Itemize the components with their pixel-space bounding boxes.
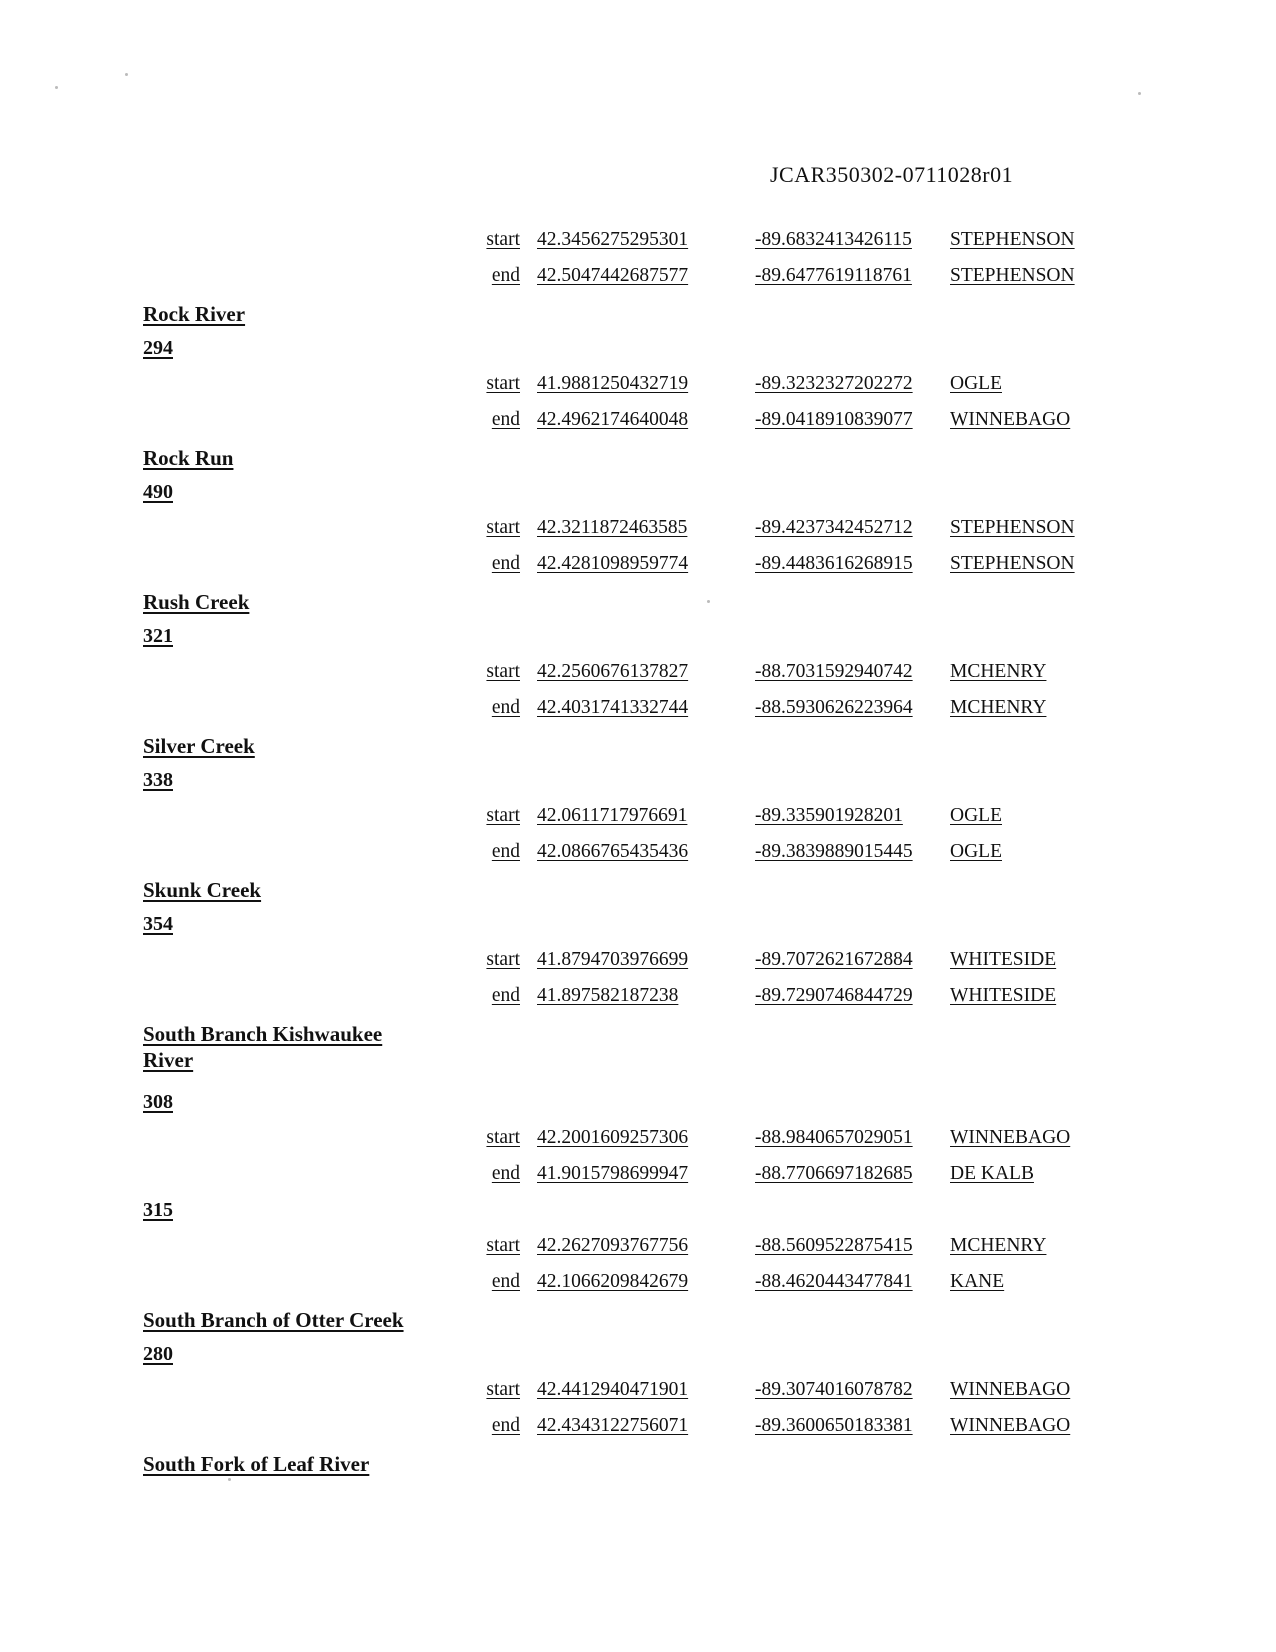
county-name: STEPHENSON xyxy=(950,517,1075,538)
latitude-value: 42.4281098959774 xyxy=(537,553,689,574)
segment-id-row xyxy=(0,331,1276,367)
latitude-value: 41.8794703976699 xyxy=(537,949,689,970)
scan-speck xyxy=(55,86,58,89)
coordinate-row xyxy=(0,1121,1276,1157)
county-name: WINNEBAGO xyxy=(950,1127,1071,1148)
stream-name-row xyxy=(0,1301,1276,1337)
county-name: OGLE xyxy=(950,805,1002,826)
longitude-value: -88.4620443477841 xyxy=(755,1271,913,1292)
segment-id-row xyxy=(0,1337,1276,1373)
latitude-value: 42.2627093767756 xyxy=(537,1235,689,1256)
latitude-value: 42.4412940471901 xyxy=(537,1379,689,1400)
county-name: OGLE xyxy=(950,841,1002,862)
point-label: start xyxy=(486,373,520,394)
segment-id: 294 xyxy=(143,337,173,359)
point-label: start xyxy=(486,949,520,970)
coordinate-row xyxy=(0,547,1276,583)
segment-id: 308 xyxy=(143,1091,173,1113)
county-name: MCHENRY xyxy=(950,1235,1047,1256)
longitude-value: -89.4483616268915 xyxy=(755,553,913,574)
county-name: KANE xyxy=(950,1271,1005,1292)
segment-id: 321 xyxy=(143,625,173,647)
document-id: JCAR350302-0711028r01 xyxy=(770,162,1014,187)
county-name: OGLE xyxy=(950,373,1002,394)
stream-name: Silver Creek xyxy=(143,734,255,758)
longitude-value: -89.3074016078782 xyxy=(755,1379,913,1400)
longitude-value: -88.5930626223964 xyxy=(755,697,913,718)
coordinate-row xyxy=(0,835,1276,871)
segment-id-row xyxy=(0,907,1276,943)
point-label: end xyxy=(491,841,520,862)
county-name: STEPHENSON xyxy=(950,553,1075,574)
longitude-value: -89.3600650183381 xyxy=(755,1415,913,1436)
stream-name: Rock River xyxy=(143,302,246,326)
segment-id-row xyxy=(0,619,1276,655)
point-label: start xyxy=(486,805,520,826)
stream-name-row xyxy=(0,727,1276,763)
county-name: WHITESIDE xyxy=(950,985,1057,1006)
longitude-value: -89.3839889015445 xyxy=(755,841,913,862)
segment-id-row xyxy=(0,1193,1276,1229)
longitude-value: -89.3232327202272 xyxy=(755,373,913,394)
latitude-value: 42.0611717976691 xyxy=(537,805,688,826)
latitude-value: 41.9881250432719 xyxy=(537,373,689,394)
latitude-value: 42.4031741332744 xyxy=(537,697,689,718)
stream-name: Rock Run xyxy=(143,446,234,470)
coordinate-row xyxy=(0,1229,1276,1265)
point-label: start xyxy=(486,1127,520,1148)
longitude-value: -89.6832413426115 xyxy=(755,229,912,250)
longitude-value: -88.5609522875415 xyxy=(755,1235,913,1256)
coordinate-row xyxy=(0,223,1276,259)
county-name: MCHENRY xyxy=(950,661,1047,682)
point-label: end xyxy=(491,985,520,1006)
stream-name: South Fork of Leaf River xyxy=(143,1452,370,1476)
county-name: STEPHENSON xyxy=(950,229,1075,250)
stream-name-row xyxy=(0,1445,1276,1481)
county-name: WINNEBAGO xyxy=(950,409,1071,430)
coordinate-row xyxy=(0,1157,1276,1193)
point-label: end xyxy=(491,1271,520,1292)
latitude-value: 42.0866765435436 xyxy=(537,841,689,862)
stream-name: South Branch Kishwaukee River xyxy=(143,1022,383,1072)
county-name: DE KALB xyxy=(950,1163,1034,1184)
county-name: WINNEBAGO xyxy=(950,1379,1071,1400)
longitude-value: -89.6477619118761 xyxy=(755,265,912,286)
coordinate-row xyxy=(0,943,1276,979)
county-name: MCHENRY xyxy=(950,697,1047,718)
latitude-value: 42.1066209842679 xyxy=(537,1271,689,1292)
latitude-value: 42.4343122756071 xyxy=(537,1415,689,1436)
longitude-value: -89.0418910839077 xyxy=(755,409,913,430)
longitude-value: -89.7072621672884 xyxy=(755,949,913,970)
segment-id: 490 xyxy=(143,481,173,503)
stream-name: Rush Creek xyxy=(143,590,250,614)
county-name: WINNEBAGO xyxy=(950,1415,1071,1436)
latitude-value: 41.9015798699947 xyxy=(537,1163,689,1184)
latitude-value: 42.4962174640048 xyxy=(537,409,689,430)
coordinate-row xyxy=(0,1265,1276,1301)
point-label: start xyxy=(486,661,520,682)
coordinate-row xyxy=(0,1409,1276,1445)
point-label: end xyxy=(491,553,520,574)
latitude-value: 41.897582187238 xyxy=(537,985,679,1006)
stream-name: Skunk Creek xyxy=(143,878,262,902)
county-name: STEPHENSON xyxy=(950,265,1075,286)
coordinate-row xyxy=(0,367,1276,403)
point-label: end xyxy=(491,1163,520,1184)
longitude-value: -89.335901928201 xyxy=(755,805,903,826)
stream-name-row xyxy=(0,1015,1276,1085)
coordinate-row xyxy=(0,259,1276,295)
stream-name-row xyxy=(0,583,1276,619)
coordinate-row xyxy=(0,403,1276,439)
longitude-value: -89.4237342452712 xyxy=(755,517,913,538)
county-name: WHITESIDE xyxy=(950,949,1057,970)
point-label: start xyxy=(486,229,520,250)
segment-id: 280 xyxy=(143,1343,173,1365)
stream-name: South Branch of Otter Creek xyxy=(143,1308,404,1332)
coordinate-row xyxy=(0,1373,1276,1409)
scan-speck xyxy=(125,73,128,76)
latitude-value: 42.5047442687577 xyxy=(537,265,689,286)
point-label: end xyxy=(491,265,520,286)
longitude-value: -88.9840657029051 xyxy=(755,1127,913,1148)
stream-name-row xyxy=(0,871,1276,907)
segment-id: 338 xyxy=(143,769,173,791)
latitude-value: 42.3211872463585 xyxy=(537,517,688,538)
coordinate-row xyxy=(0,979,1276,1015)
longitude-value: -88.7031592940742 xyxy=(755,661,913,682)
stream-name-row xyxy=(0,439,1276,475)
point-label: end xyxy=(491,409,520,430)
scan-speck xyxy=(1138,92,1141,95)
point-label: start xyxy=(486,1235,520,1256)
point-label: start xyxy=(486,517,520,538)
coordinate-row xyxy=(0,511,1276,547)
latitude-value: 42.3456275295301 xyxy=(537,229,689,250)
stream-name-row xyxy=(0,295,1276,331)
segment-id-row xyxy=(0,1085,1276,1121)
longitude-value: -89.7290746844729 xyxy=(755,985,913,1006)
longitude-value: -88.7706697182685 xyxy=(755,1163,913,1184)
latitude-value: 42.2560676137827 xyxy=(537,661,689,682)
point-label: start xyxy=(486,1379,520,1400)
stream-segment-list xyxy=(0,223,1276,1481)
point-label: end xyxy=(491,1415,520,1436)
segment-id-row xyxy=(0,763,1276,799)
segment-id: 315 xyxy=(143,1199,173,1221)
segment-id: 354 xyxy=(143,913,173,935)
segment-id-row xyxy=(0,475,1276,511)
coordinate-row xyxy=(0,799,1276,835)
coordinate-row xyxy=(0,655,1276,691)
coordinate-row xyxy=(0,691,1276,727)
latitude-value: 42.2001609257306 xyxy=(537,1127,689,1148)
point-label: end xyxy=(491,697,520,718)
